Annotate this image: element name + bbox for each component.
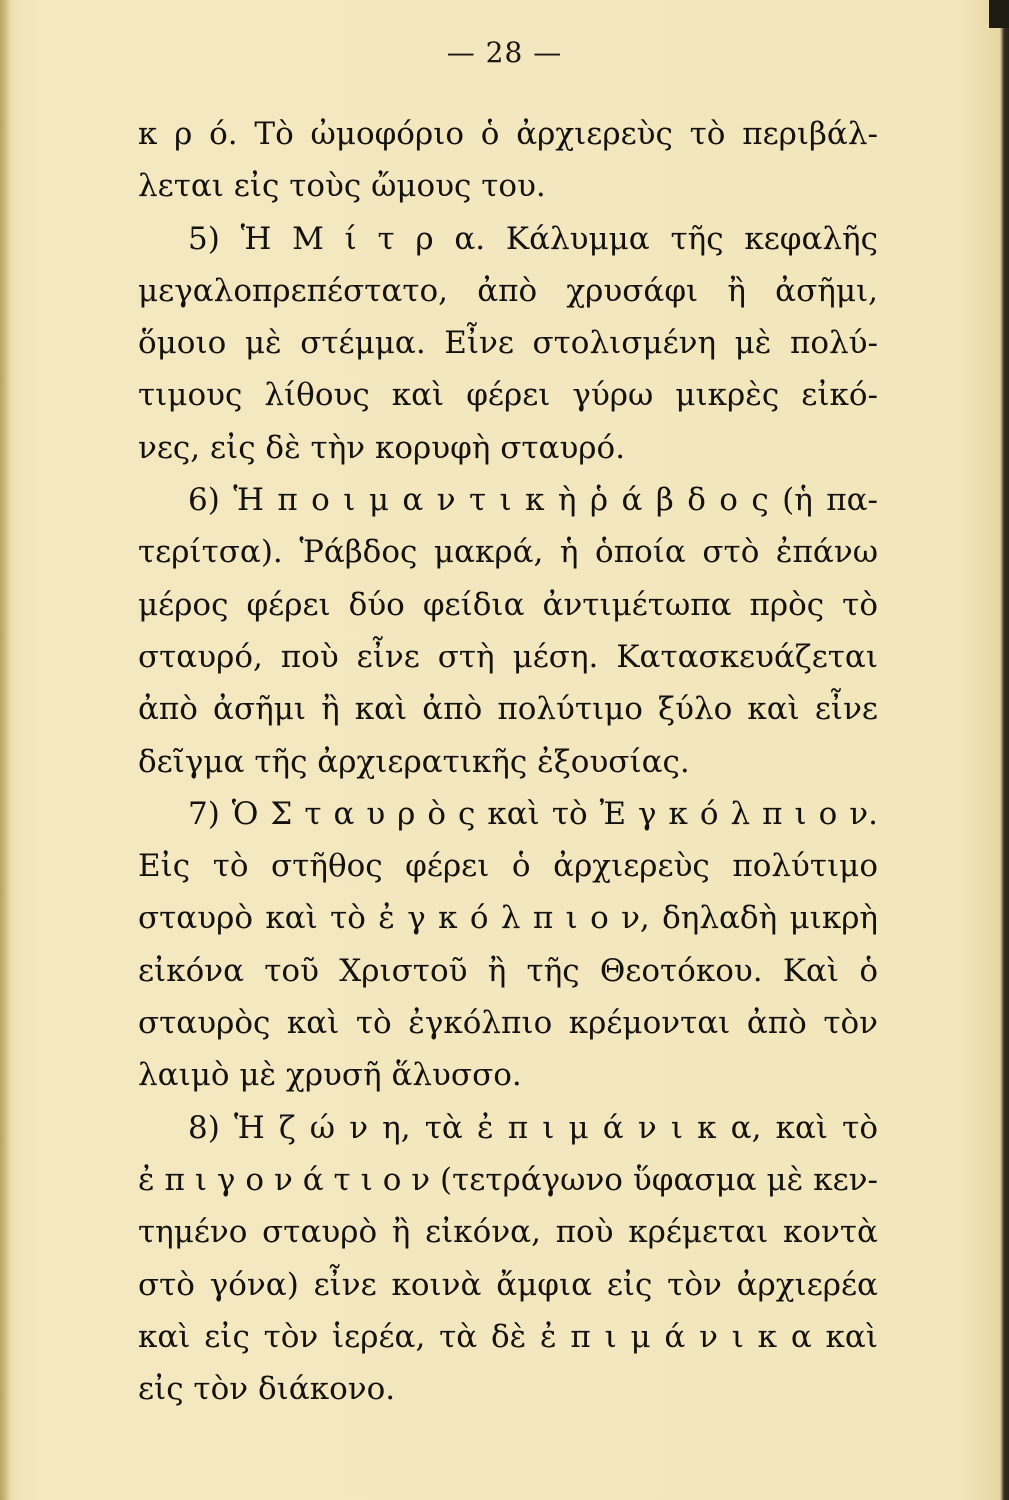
text-line: τημένο σταυρὸ ἢ εἰκόνα, ποὺ κρέμεται κοντὰ <box>138 1214 878 1251</box>
text-line: καὶ εἰς τὸν ἱερέα, τὰ δὲ ἐ π ι μ ά ν ι κ α καὶ <box>138 1318 878 1355</box>
text-line: νες, εἰς δὲ τὴν κορυφὴ σταυρό. <box>138 429 626 466</box>
text-line: ἐ π ι γ ο ν ά τ ι ο ν (τετράγωνο ὕφασμα μὲ κεν- <box>138 1161 878 1198</box>
text-line: τιμους λίθους καὶ φέρει γύρω μικρὲς εἰκό- <box>138 377 878 414</box>
text-line: μέρος φέρει δύο φείδια ἀντιμέτωπα πρὸς τὸ <box>138 586 878 623</box>
page-gutter-shadow <box>0 0 10 1500</box>
text-line: στὸ γόνα) εἶνε κοινὰ ἄμφια εἰς τὸν ἀρχιερέα <box>138 1266 878 1303</box>
text-line: σταυρό, ποὺ εἶνε στὴ μέση. Κατασκευάζεται <box>138 638 878 675</box>
text-line: 7) Ὁ Σ τ α υ ρ ὸ ς καὶ τὸ Ἐ γ κ ό λ π ι ο ν. <box>188 795 878 832</box>
text-line: λεται εἰς τοὺς ὤμους του. <box>138 168 546 205</box>
text-line: εἰς τὸν διάκονο. <box>138 1371 396 1408</box>
text-line: μεγαλοπρεπέστατο, ἀπὸ χρυσάφι ἢ ἀσῆμι, <box>138 272 878 309</box>
text-line: σταυρὸς καὶ τὸ ἐγκόλπιο κρέμονται ἀπὸ τὸν <box>138 1005 878 1042</box>
page-number: — 28 — <box>446 36 563 69</box>
text-line: κ ρ ό. Τὸ ὠμοφόριο ὁ ἀρχιερεὺς τὸ περιβάλ- <box>138 116 878 152</box>
text-line: ἀπὸ ἀσῆμι ἢ καὶ ἀπὸ πολύτιμο ξύλο καὶ εἶνε <box>138 691 878 728</box>
text-line: σταυρὸ καὶ τὸ ἐ γ κ ό λ π ι ο ν, δηλαδὴ μικρὴ <box>138 900 878 937</box>
text-line: Εἰς τὸ στῆθος φέρει ὁ ἀρχιερεὺς πολύτιμο <box>138 848 878 885</box>
text-line: εἰκόνα τοῦ Χριστοῦ ἢ τῆς Θεοτόκου. Καὶ ὁ <box>138 952 878 989</box>
text-line: τερίτσα). Ῥάβδος μακρά, ἡ ὁποία στὸ ἐπάνω <box>138 534 878 571</box>
text-line: λαιμὸ μὲ χρυσῆ ἅλυσσο. <box>138 1057 522 1094</box>
text-line: 8) Ἡ ζ ώ ν η, τὰ ἐ π ι μ ά ν ι κ α, καὶ τὸ <box>188 1109 878 1146</box>
scan-corner-mark <box>989 0 1009 28</box>
text-line: ὅμοιο μὲ στέμμα. Εἶνε στολισμένη μὲ πολύ- <box>138 325 878 362</box>
text-line: δεῖγμα τῆς ἀρχιερατικῆς ἐξουσίας. <box>138 743 690 780</box>
page-body-text <box>138 108 878 1415</box>
text-line: 5) Ἡ Μ ί τ ρ α. Κάλυμμα τῆς κεφαλῆς <box>188 220 878 257</box>
text-line: 6) Ἡ π ο ι μ α ν τ ι κ ὴ ῥ ά β δ ο ς (ἡ πα- <box>188 482 878 519</box>
